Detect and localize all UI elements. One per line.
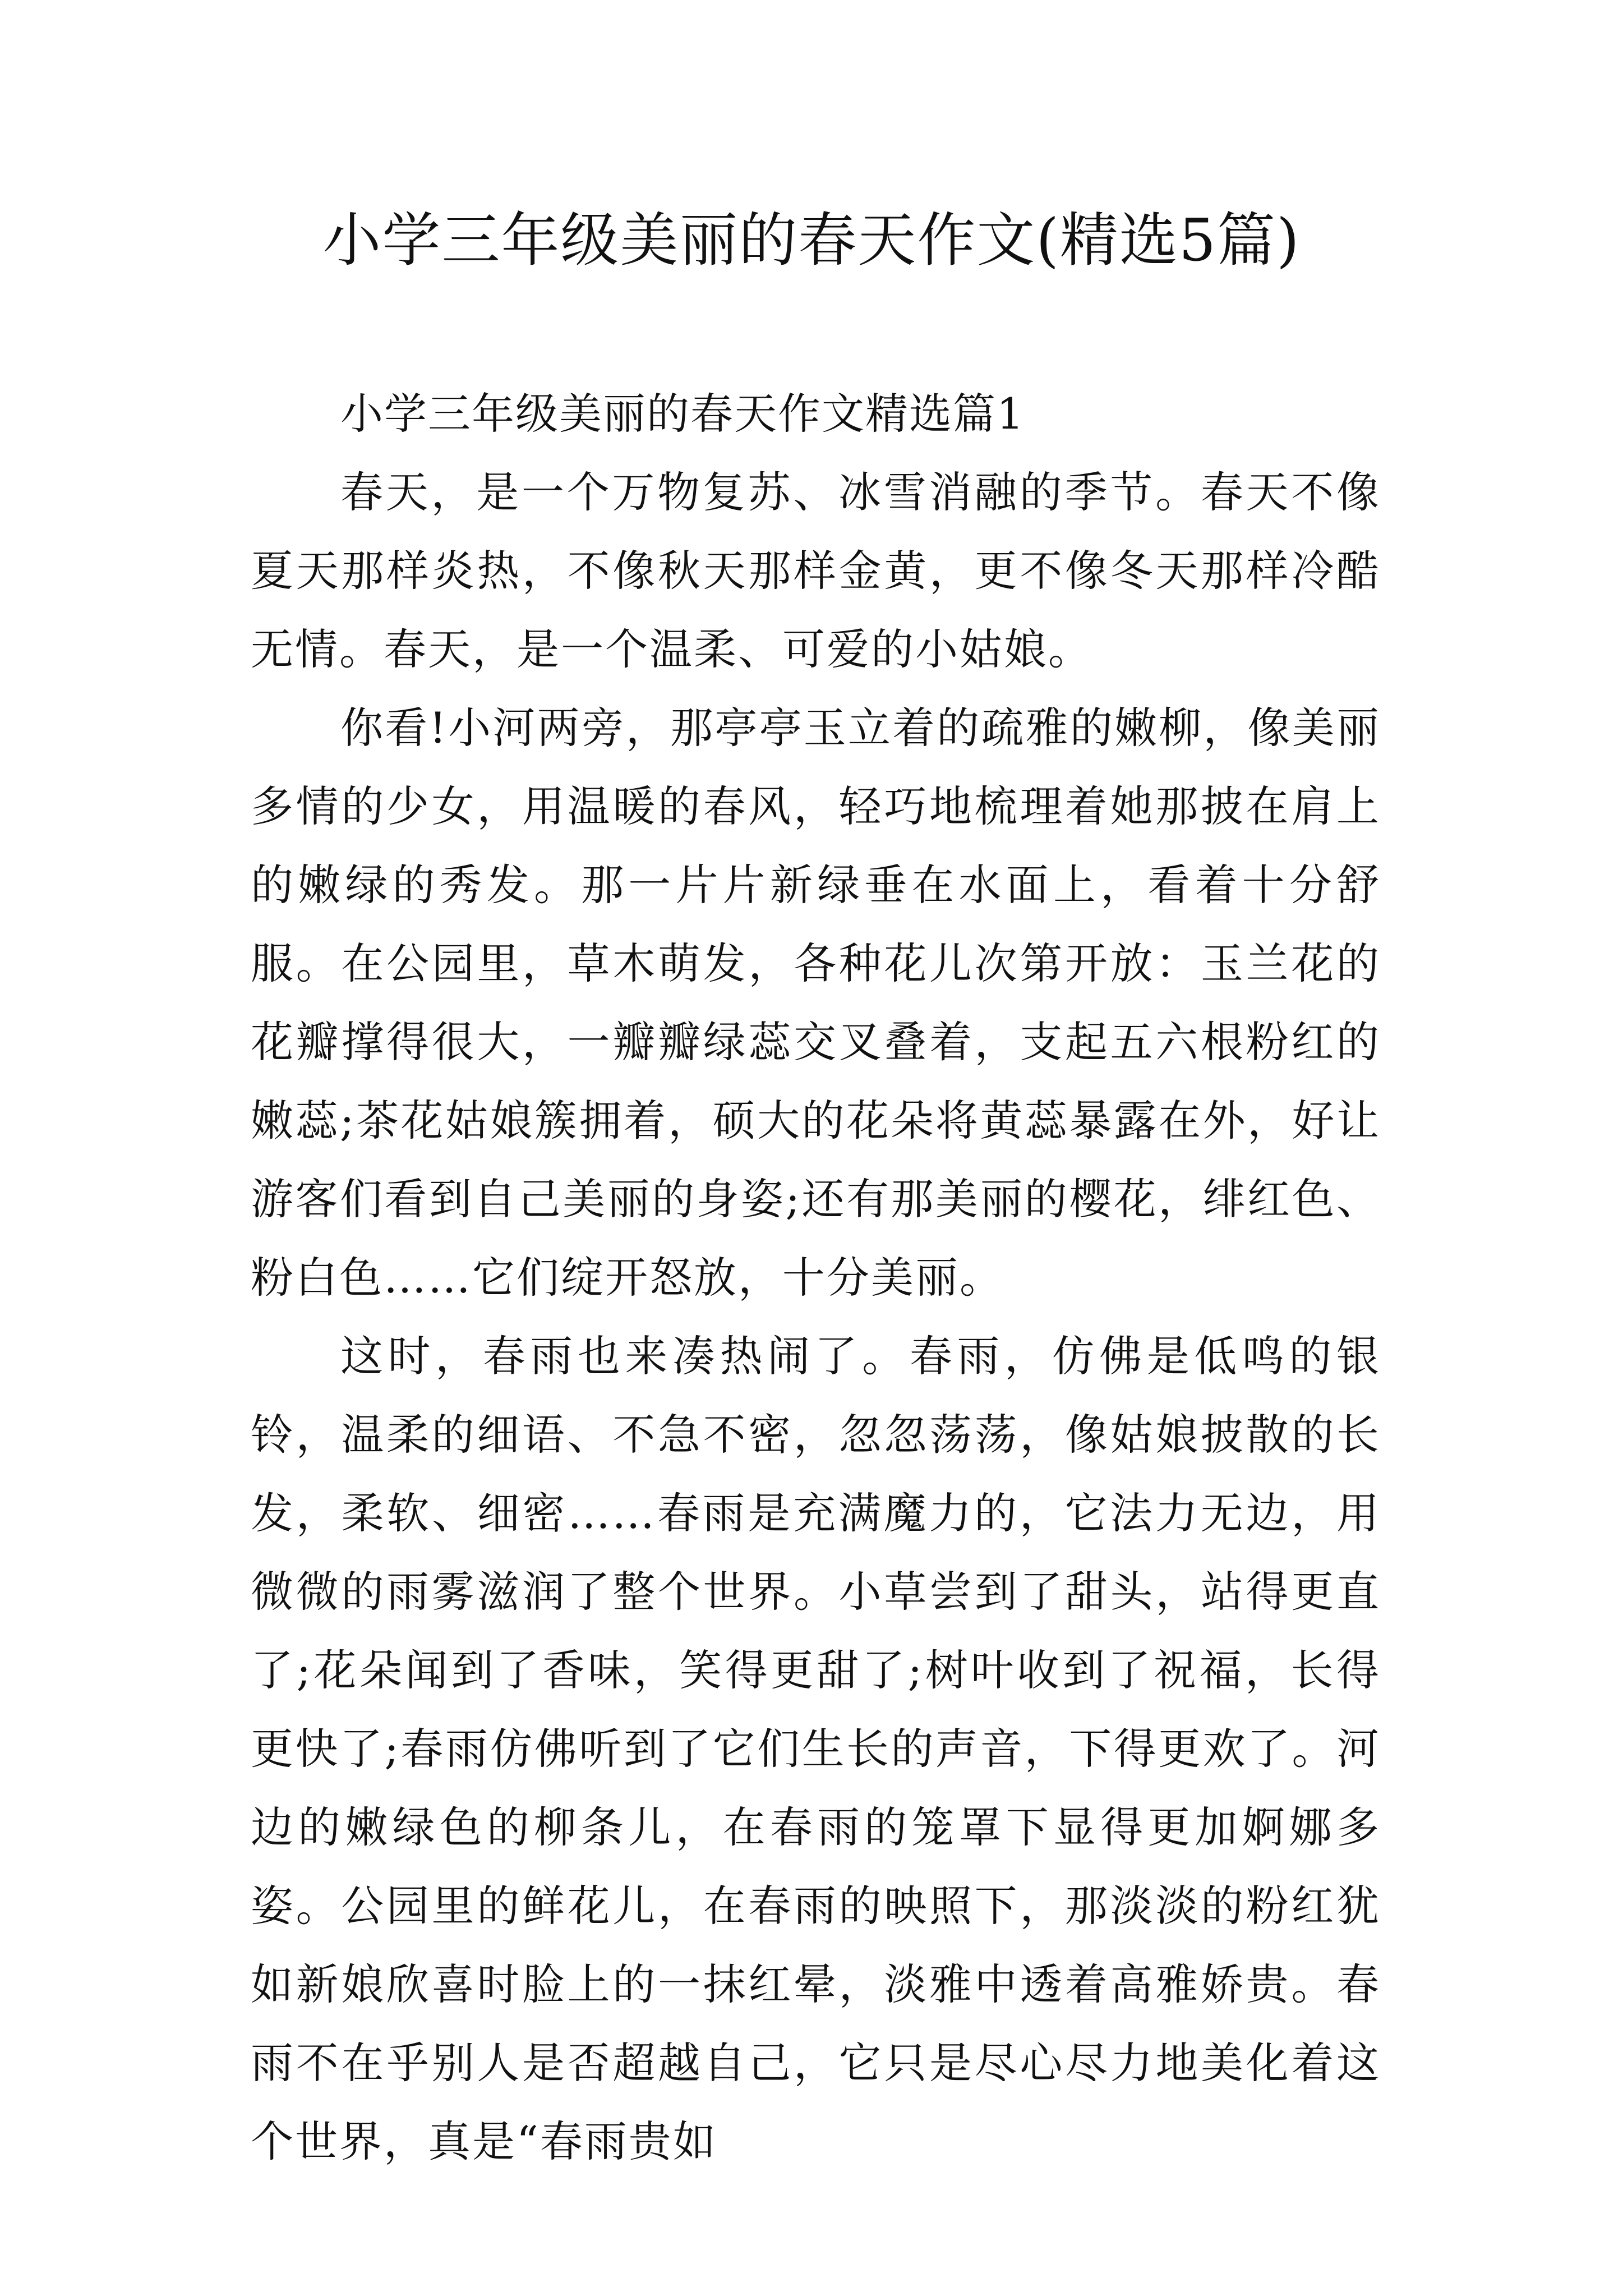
section-heading: 小学三年级美丽的春天作文精选篇1 xyxy=(340,389,1025,439)
paragraph-2: 你看!小河两旁，那亭亭玉立着的疏雅的嫩柳，像美丽多情的少女，用温暖的春风，轻巧地梳理着她那披在肩上的嫩绿的秀发。那一片片新绿垂在水面上，看着十分舒服。在公园里，草木萌发，各种花儿次第开放：玉兰花的花瓣撑得很大，一瓣瓣绿蕊交叉叠着，支起五六根粉红的嫩蕊;茶花姑娘簇拥着，硕大的花朵将黄蕊暴露在外，好让游客们看到自己美丽的身姿;还有那美丽的樱花，绯红色、粉白色……它们绽开怒放，十分美丽。 xyxy=(251,703,1381,1303)
paragraph-1: 春天，是一个万物复苏、冰雪消融的季节。春天不像夏天那样炎热，不像秋天那样金黄，更不像冬天那样冷酷无情。春天，是一个温柔、可爱的小姑娘。 xyxy=(251,467,1381,674)
paragraph-3: 这时，春雨也来凑热闹了。春雨，仿佛是低鸣的银铃，温柔的细语、不急不密，忽忽荡荡，像姑娘披散的长发，柔软、细密……春雨是充满魔力的，它法力无边，用微微的雨雾滋润了整个世界。小草尝到了甜头，站得更直了;花朵闻到了香味，笑得更甜了;树叶收到了祝福，长得更快了;春雨仿佛听到了它们生长的声音，下得更欢了。河边的嫩绿色的柳条儿，在春雨的笼罩下显得更加婀娜多姿。公园里的鲜花儿，在春雨的映照下，那淡淡的粉红犹如新娘欣喜时脸上的一抹红晕，淡雅中透着高雅娇贵。春雨不在乎别人是否超越自己，它只是尽心尽力地美化着这个世界，真是“春雨贵如 xyxy=(251,1331,1381,2166)
document-title: 小学三年级美丽的春天作文(精选5篇) xyxy=(322,206,1301,274)
document-body xyxy=(251,375,1381,2181)
